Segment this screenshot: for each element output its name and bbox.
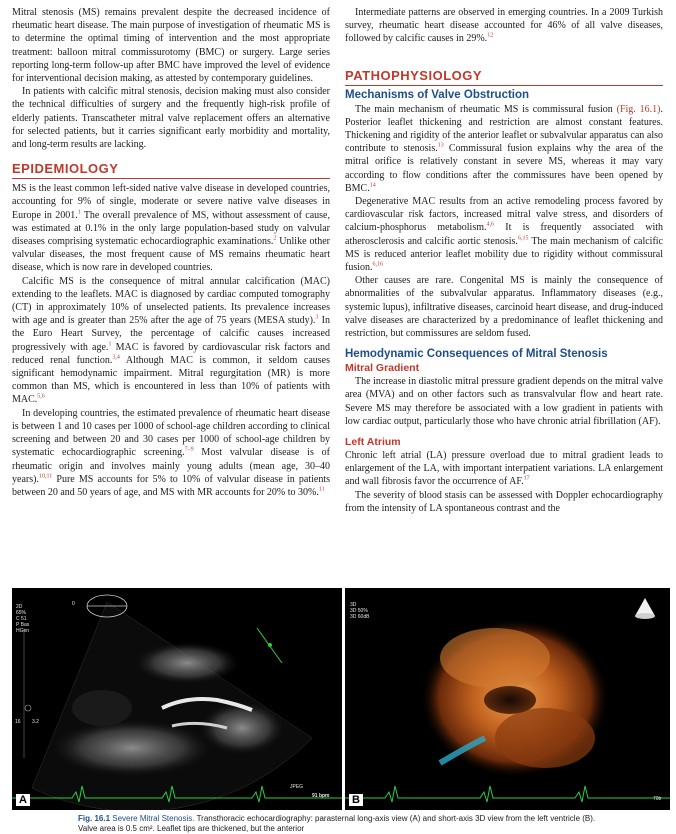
hemodynamic-heading: Hemodynamic Consequences of Mitral Stenosis	[345, 348, 608, 361]
epidemiology-paragraph-3: In developing countries, the estimated prevalence of rheumatic heart disease is between 1 and 10 cases per 1000 of school-age children according to clinical screening and between 20 and 30 cases per 1000 of school-age children by systematic echocardiographic screening.$^{7-9}$ Most valvular disease is of rheumatic origin and involves mainly young adults (mean age, 30–40 years).$^{10,11}$ Pure MS accounts for 5% to 10% of valvular disease in patients between 20 and 50 years of age, and MS with MR accounts for 20% to 30%.$^{11}$	[12, 407, 331, 498]
echo-2d-settings: 2D 65% C 51 P Bas HGen	[16, 604, 30, 634]
mechanisms-paragraph-2: Degenerative MAC results from an active remodeling process favored by cardiovascular risk factors, increased mitral valve stress, and disorders of calcium-phosphorus metabolism.$^{4,6}$ It is frequently associated with atherosclerosis and calcific aortic stenosis.$^{6,15}$ The main mechanism of calcific MS is reduced anterior leaflet mobility due to rigidity without commissural fusion.$^{6,16}$	[345, 196, 663, 274]
citation[interactable]: 11	[318, 486, 325, 493]
epidemiology-paragraph-1: MS is the least common left-sided native valve disease in developed countries, accounting for 9% of single, moderate or severe native valve diseases in Europe in 2001.$^1$ The overall prevalence of MS, without assessment of cause, was estimated at 0.1% in the only large population-based study on valvular diseases comprising systematic echocardiographic examinations.$^2$ Unlike other valvular diseases, the most frequent cause of MS remains rheumatic heart disease, which is now rare in developed countries.	[12, 183, 330, 274]
citation[interactable]: 6,16	[372, 261, 383, 268]
citation[interactable]: 3	[315, 314, 319, 321]
citation[interactable]: 17	[523, 476, 530, 483]
caption-title: Severe Mitral Stenosis.	[112, 814, 195, 823]
figure-16-1	[12, 588, 670, 810]
figure-reference[interactable]: (Fig. 16.1)	[616, 103, 661, 115]
panel-a-label: A	[16, 794, 30, 806]
citation[interactable]: 5,6	[37, 394, 45, 401]
citation[interactable]: 14	[369, 182, 376, 189]
format-label: JPEG	[290, 784, 304, 790]
mechanisms-paragraph-3: Other causes are rare. Congenital MS is mainly the consequence of abnormalities of the subvalvular apparatus. Inflammatory diseases (e.g., systemic lupus), infiltrative diseases, carcinoid heart disease, and drug-induced valve diseases are characterized by a predominance of leaflet thickening and restriction, but commissures are seldom fused.	[345, 275, 663, 340]
citation[interactable]: 3,4	[112, 354, 120, 361]
intro-paragraph-1: Mitral stenosis (MS) remains prevalent despite the decreased incidence of rheumatic heart disease. The main purpose of investigation of rheumatic MS is to determine the optimal timing of intervention and the most appropriate treatment: balloon mitral commissurotomy (BMC) or surgery. Large series reporting long-term follow-up after BMC have improved the level of evidence for interventional decision making, as attested by contemporary guidelines.	[12, 7, 330, 85]
echo-2d-image	[12, 588, 342, 810]
citation[interactable]: 7–9	[184, 446, 194, 453]
caption-figure-label: Fig. 16.1	[78, 814, 111, 823]
corner-number: 70b	[653, 796, 662, 802]
echo-3d-settings: 3D 3D 50% 3D 60dB	[350, 602, 370, 620]
scale-label-2: 3.2	[32, 719, 39, 725]
citation[interactable]: 10,11	[38, 473, 53, 480]
citation[interactable]: 6,15	[517, 235, 529, 242]
panel-b-label: B	[349, 794, 363, 806]
echo-3d-image	[345, 588, 670, 810]
citation[interactable]: 1	[108, 341, 112, 348]
scale-label-1: 16	[15, 719, 21, 725]
pathophysiology-heading: PATHOPHYSIOLOGY	[345, 68, 663, 86]
epidemiology-heading: EPIDEMIOLOGY	[12, 161, 330, 179]
left-column	[12, 6, 330, 499]
heart-rate: 91 bpm	[312, 793, 330, 799]
citation[interactable]: 2	[273, 235, 277, 242]
echo-panel-2d	[12, 588, 342, 810]
citation[interactable]: 13	[437, 142, 444, 149]
citation[interactable]: 1	[77, 209, 81, 216]
intermediate-paragraph: Intermediate patterns are observed in emerging countries. In a 2009 Turkish survey, rheumatic heart disease accounted for 46% of all valve diseases, followed by calcific causes in 29%.$^{12}$	[345, 7, 663, 45]
left-atrium-paragraph-2: The severity of blood stasis can be assessed with Doppler echocardiography from the intensity of LA spontaneous contrast and the	[345, 489, 663, 514]
citation[interactable]: 4,6	[486, 222, 495, 229]
intro-paragraph-2: In patients with calcific mitral stenosis, decision making must also consider the technical difficulties of surgery and the frequently high-risk profile of elderly patients. Transcatheter mitral valve replacement offers an alternative for selected patients, but it carries significant early morbidity and mortality, and long-term results are lacking.	[12, 86, 330, 151]
mechanisms-heading: Mechanisms of Valve Obstruction	[345, 88, 530, 101]
right-column	[345, 6, 663, 515]
left-atrium-heading: Left Atrium	[345, 436, 401, 449]
mitral-gradient-paragraph: The increase in diastolic mitral pressure gradient depends on the mitral valve area (MVA) and on other factors such as transvalvular flow and heart rate. Severe MS may therefore be associated with a low gradient in patients with low cardiac output, particularly those who have chronic atrial fibrillation (AF).	[345, 376, 663, 427]
left-atrium-paragraph-1: Chronic left atrial (LA) pressure overload due to mitral gradient leads to enlargement of the LA, with important interpatient variations. LA enlargement and wall fibrosis favor the occurrence of AF.$^{17}$	[345, 450, 663, 488]
mechanisms-paragraph-1: The main mechanism of rheumatic MS is commissural fusion (Fig. 16.1). Posterior leaflet thickening and restriction are almost constant features. Thickening and rigidity of the anterior leaflet or subvalvular apparatus can also contribute to stenosis.$^{13}$ Commissural fusion explains why the area of the mitral orifice is relatively constant in severe MS, whereas it may vary according to flow conditions after the commissures have been opened by BMC.$^{14}$	[345, 103, 663, 194]
mitral-gradient-heading: Mitral Gradient	[345, 362, 420, 375]
echo-panel-3d	[345, 588, 670, 810]
figure-caption	[78, 814, 598, 834]
citation[interactable]: 12	[487, 33, 494, 40]
epidemiology-paragraph-2: Calcific MS is the consequence of mitral annular calcification (MAC) extending to the leaflets. MAC is diagnosed by cardiac computed tomography (CT) in approximately 10% of unselected patients. Its prevalence increases with age and is greater than 25% after the age of 75 years (MESA study).$^3$ In the Euro Heart Survey, the percentage of calcific causes increased progressively with age.$^1$ MAC is favored by cardiovascular risk factors and reduced renal function.$^{3,4}$ Although MAC is common, it seldom causes significant hemodynamic impairment. Mitral regurgitation (MR) is more common than MS, which is encountered in less than 10% of patients with MAC.$^{5,6}$	[12, 275, 330, 406]
depth-mark: 0	[72, 601, 75, 607]
caption-text: Transthoracic echocardiography: parasternal long-axis view (A) and short-axis 3D view from the left ventricle (B). Valve area is 0.5 cm². Leaflet tips are thickened, but the anterior	[78, 814, 596, 833]
